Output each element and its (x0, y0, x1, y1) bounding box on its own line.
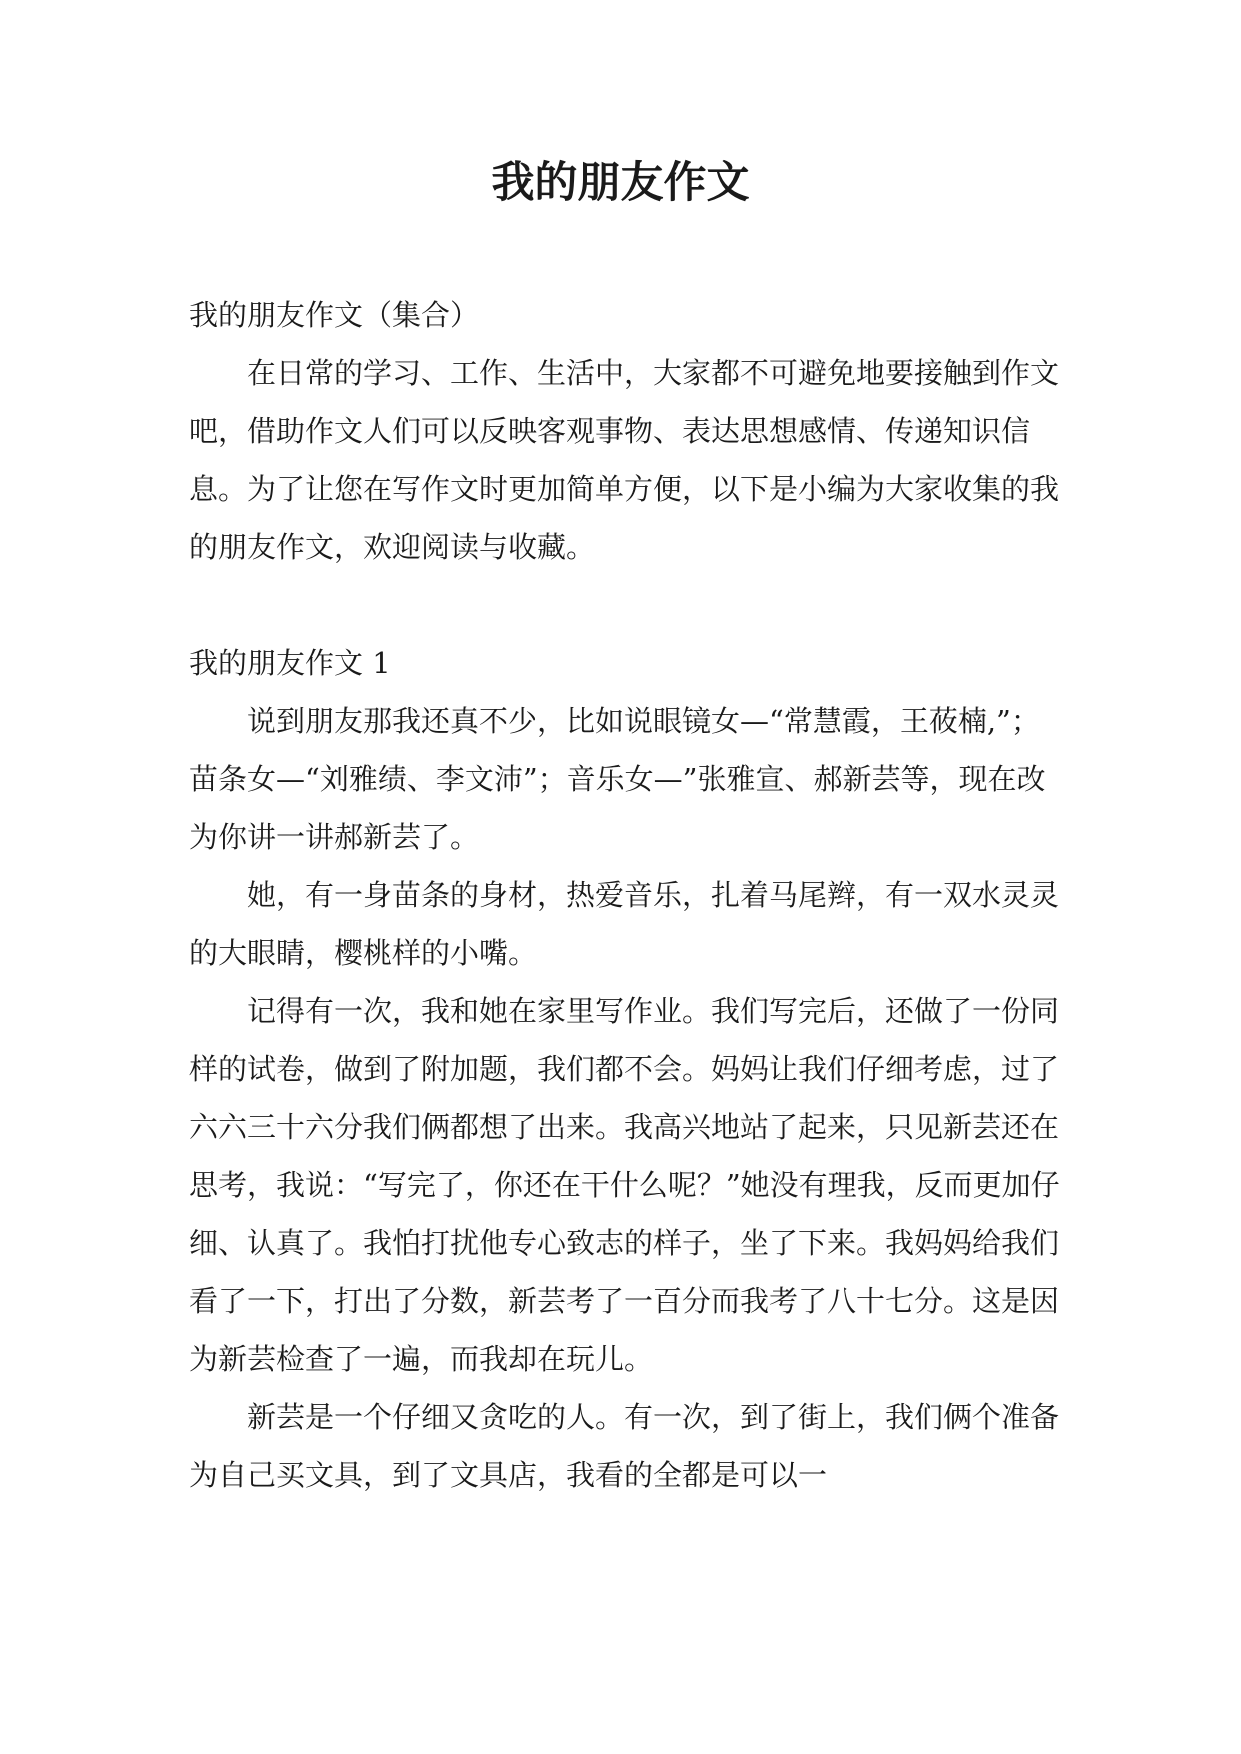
document-title: 我的朋友作文 (491, 158, 750, 208)
intro-paragraph: 在日常的学习、工作、生活中，大家都不可避免地要接触到作文吧，借助作文人们可以反映客观事物、表达思想感情、传递知识信息。为了让您在写作文时更加简单方便，以下是小编为大家收集的我的朋友作文，欢迎阅读与收藏。 (189, 356, 1060, 564)
essay-heading: 我的朋友作文 1 (189, 646, 391, 680)
essay-paragraph: 记得有一次，我和她在家里写作业。我们写完后，还做了一份同样的试卷，做到了附加题，我们都不会。妈妈让我们仔细考虑，过了六六三十六分我们俩都想了出来。我高兴地站了起来，只见新芸还在思考，我说：“写完了，你还在干什么呢？”她没有理我，反而更加仔细、认真了。我怕打扰他专心致志的样子，坐了下来。我妈妈给我们看了一下，打出了分数，新芸考了一百分而我考了八十七分。这是因为新芸检查了一遍，而我却在玩儿。 (189, 994, 1060, 1376)
essay-paragraph: 她，有一身苗条的身材，热爱音乐，扎着马尾辫，有一双水灵灵的大眼睛，樱桃样的小嘴。 (189, 878, 1060, 970)
document-body (189, 286, 1064, 1504)
essay-paragraph: 说到朋友那我还真不少，比如说眼镜女—“常慧霞，王莜楠,”；苗条女—“刘雅绩、李文沛”；音乐女—”张雅宣、郝新芸等，现在改为你讲一讲郝新芸了。 (189, 704, 1046, 854)
essay-paragraph: 新芸是一个仔细又贪吃的人。有一次，到了街上，我们俩个准备为自己买文具，到了文具店，我看的全都是可以一 (189, 1400, 1060, 1492)
collection-label: 我的朋友作文（集合） (189, 298, 480, 332)
section-spacer (189, 576, 1064, 634)
